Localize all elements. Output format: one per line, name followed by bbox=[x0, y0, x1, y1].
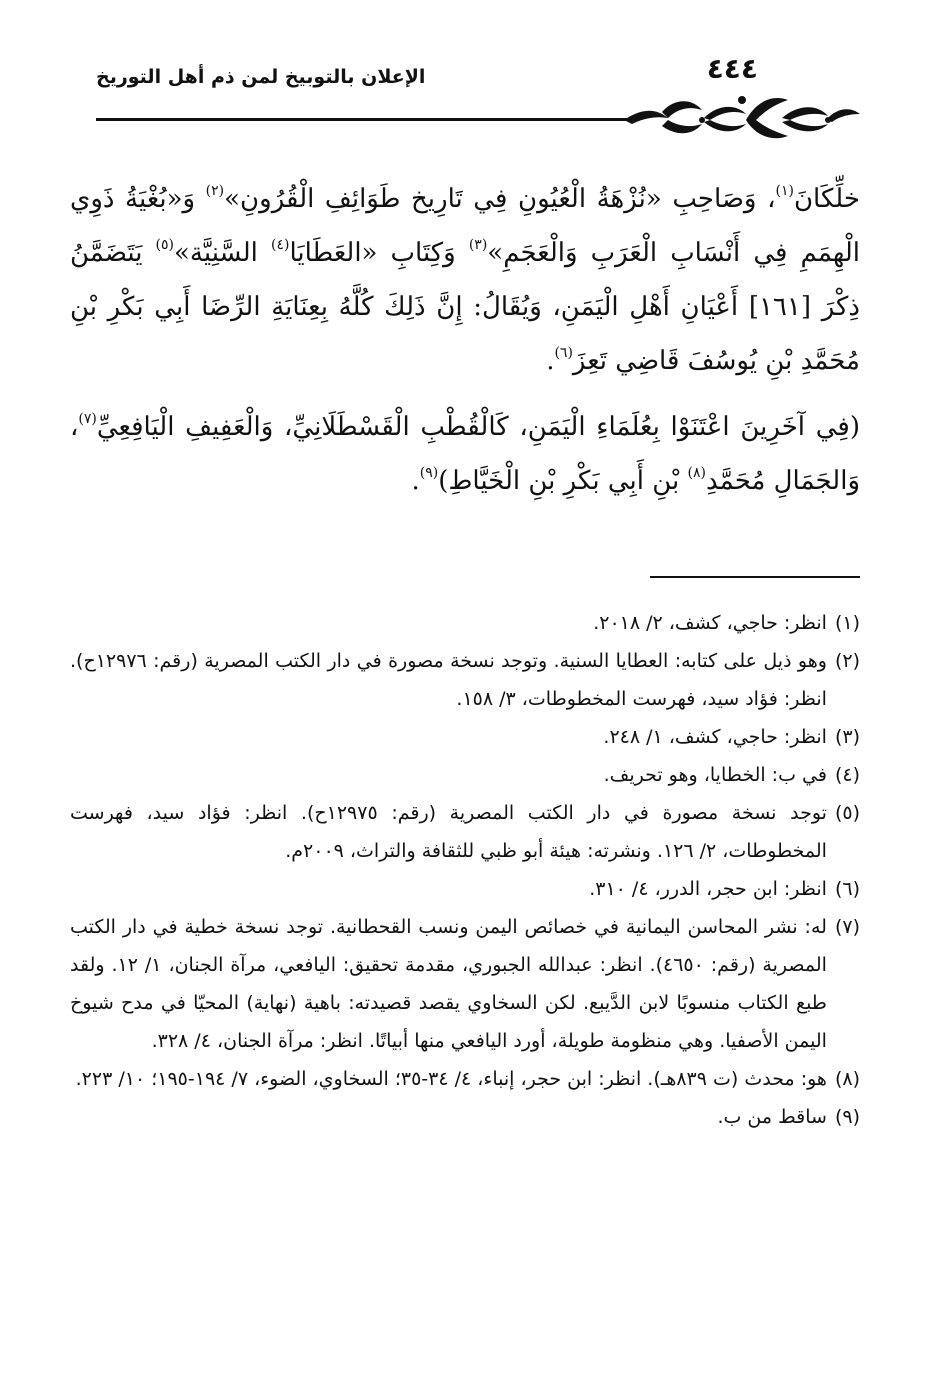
footnote-item bbox=[70, 794, 860, 870]
footnotes bbox=[70, 604, 860, 1136]
footnote-number: (٣) bbox=[834, 726, 860, 748]
footnote-separator bbox=[650, 576, 860, 578]
footnote-text: انظر: حاجي، كشف، ٢/ ٢٠١٨. bbox=[593, 612, 827, 634]
footnote-marker[interactable]: (٦) bbox=[554, 345, 573, 361]
footnote-number: (٧) bbox=[834, 916, 860, 938]
footnote-item bbox=[70, 1098, 860, 1136]
footnote-item bbox=[70, 908, 860, 1060]
text-run: . bbox=[411, 466, 420, 496]
footnote-text: هو: محدث (ت ٨٣٩هـ). انظر: ابن حجر، إنباء، ٤/ ٣٤-٣٥؛ السخاوي، الضوء، ٧/ ١٩٤-١٩٥؛ ١٠/ ٢٢٣. bbox=[75, 1068, 827, 1090]
footnote-item bbox=[70, 604, 860, 642]
footnote-marker[interactable]: (٥) bbox=[155, 237, 175, 253]
footnote-text: انظر: ابن حجر، الدرر، ٤/ ٣١٠. bbox=[589, 878, 827, 900]
footnote-text: في ب: الخطايا، وهو تحريف. bbox=[603, 764, 827, 786]
paragraph-2 bbox=[70, 400, 860, 508]
paragraph-1 bbox=[70, 172, 860, 388]
text-run: يَتَضَمَّنُ ذِكْرَ bbox=[70, 238, 860, 322]
footnote-number: (٤) bbox=[834, 764, 860, 786]
text-run: وَكِتَابِ «العَطَايَا bbox=[289, 238, 469, 268]
footnote-number: (٦) bbox=[834, 878, 860, 900]
footnote-marker[interactable]: (٤) bbox=[270, 237, 290, 253]
text-run: بْنِ أَبِي بَكْرِ بْنِ الْخَيَّاطِ) bbox=[438, 466, 688, 496]
footnote-marker[interactable]: (١) bbox=[775, 183, 794, 199]
text-run: وَ«بُغْيَةُ ذَوِي الْهِمَمِ فِي أَنْسَابِ الْعَرَبِ وَالْعَجَمِ» bbox=[70, 184, 860, 268]
footnote-item bbox=[70, 718, 860, 756]
footnote-number: (٥) bbox=[834, 802, 860, 824]
floral-ornament-icon bbox=[622, 90, 862, 144]
footnote-marker[interactable]: (٢) bbox=[205, 183, 225, 199]
footnote-text: له: نشر المحاسن اليمانية في خصائص اليمن ونسب القحطانية. توجد نسخة خطية في دار الكتب المصرية (رقم: ٤٦٥٠). انظر: عبدالله الجبوري، مقدمة تحقيق: اليافعي، مرآة الجنان، ١/ ١٢. ولقد طبع الكتاب منسوبًا لابن الدَّيبع. لكن السخاوي يقصد قصيدته: باهية (نهاية) المحيّا في مدح شيوخ اليمن الأصفيا. وهي منظومة طويلة، أورد اليافعي منها أبياتًا. انظر: مرآة الجنان، ٤/ ٣٢٨. bbox=[70, 916, 827, 1052]
text-run: السَّنِيَّة» bbox=[174, 238, 271, 268]
footnote-number: (٩) bbox=[834, 1106, 860, 1128]
footnote-marker[interactable]: (٩) bbox=[419, 465, 439, 481]
footnote-text: ساقط من ب. bbox=[717, 1106, 827, 1128]
footnote-marker[interactable]: (٧) bbox=[78, 411, 97, 427]
footnote-item bbox=[70, 756, 860, 794]
text-run: خلِّكَانَ bbox=[793, 184, 860, 214]
running-title: الإعلان بالتوبيخ لمن ذم أهل التوريخ bbox=[96, 66, 426, 88]
footnote-number: (١) bbox=[834, 612, 860, 634]
footnote-marker[interactable]: (٨) bbox=[687, 465, 707, 481]
footnote-text: توجد نسخة مصورة في دار الكتب المصرية (رقم: ١٢٩٧٥ح). انظر: فؤاد سيد، فهرست المخطوطات، ٢/ ١٢٦. ونشرته: هيئة أبو ظبي للثقافة والتراث، ٢٠٠٩م. bbox=[70, 802, 827, 862]
text-run: ، وَصَاحِبِ «نُزْهَةُ الْعُيُونِ فِي تَارِيخ طَوَائِفِ الْقُرُونِ» bbox=[224, 184, 776, 214]
footnote-number: (٢) bbox=[834, 650, 860, 672]
footnote-item bbox=[70, 642, 860, 718]
header-rule bbox=[96, 118, 636, 121]
footnote-item bbox=[70, 870, 860, 908]
footnote-text: انظر: حاجي، كشف، ١/ ٢٤٨. bbox=[603, 726, 827, 748]
footnote-marker[interactable]: (٣) bbox=[468, 237, 488, 253]
page-number: ٤٤٤ bbox=[706, 52, 758, 85]
footnote-number: (٨) bbox=[834, 1068, 860, 1090]
footnote-item bbox=[70, 1060, 860, 1098]
footnote-text: وهو ذيل على كتابه: العطايا السنية. وتوجد نسخة مصورة في دار الكتب المصرية (رقم: ١٢٩٧٦ح). انظر: فؤاد سيد، فهرست المخطوطات، ٣/ ١٥٨. bbox=[70, 650, 827, 710]
text-run: (فِي آخَرِينَ اعْتَنَوْا بِعُلَمَاءِ الْيَمَنِ، كَالْقُطْبِ الْقَسْطَلَانِيِّ، وَالْعَفِيفِ الْيَافِعِيِّ bbox=[96, 412, 860, 442]
main-text bbox=[70, 172, 860, 508]
manuscript-page-ref: [١٦١] bbox=[748, 292, 812, 322]
text-run: أَعْيَانِ أَهْلِ الْيَمَنِ، وَيُقَالُ: إِنَّ ذَلِكَ كُلَّهُ بِعِنَايَةِ الرِّضَا أَبِي بَكْرِ بْنِ مُحَمَّدِ بْنِ يُوسُفَ قَاضِي تَعِزَ bbox=[70, 292, 860, 376]
text-run: . bbox=[546, 346, 555, 376]
page-header bbox=[96, 52, 862, 122]
text-run: ، وَالجَمَالِ مُحَمَّدِ bbox=[70, 412, 860, 496]
